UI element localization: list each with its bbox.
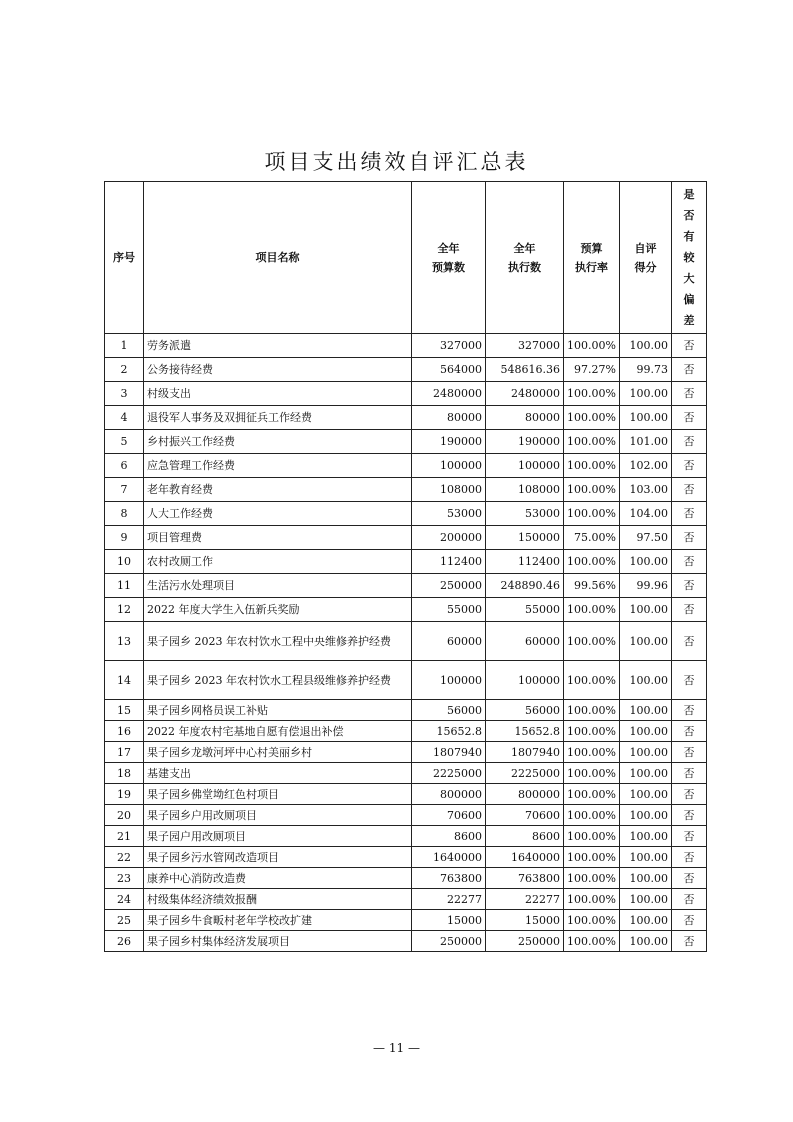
cell-score: 97.50 [620, 526, 672, 550]
cell-name: 果子园乡村集体经济发展项目 [144, 931, 412, 952]
cell-budget: 55000 [412, 598, 486, 622]
cell-seq: 14 [105, 661, 144, 700]
cell-seq: 18 [105, 763, 144, 784]
cell-score: 99.73 [620, 358, 672, 382]
cell-exec: 800000 [486, 784, 564, 805]
cell-name: 应急管理工作经费 [144, 454, 412, 478]
cell-rate: 100.00% [564, 550, 620, 574]
cell-name: 果子园乡污水管网改造项目 [144, 847, 412, 868]
cell-rate: 100.00% [564, 622, 620, 661]
cell-name: 果子园户用改厕项目 [144, 826, 412, 847]
header-exec [486, 182, 564, 334]
cell-rate: 100.00% [564, 382, 620, 406]
cell-deviation: 否 [672, 931, 707, 952]
cell-budget: 70600 [412, 805, 486, 826]
cell-name: 村级支出 [144, 382, 412, 406]
cell-deviation: 否 [672, 721, 707, 742]
table-row [105, 868, 707, 889]
cell-score: 100.00 [620, 700, 672, 721]
cell-budget: 53000 [412, 502, 486, 526]
cell-score: 101.00 [620, 430, 672, 454]
cell-budget: 112400 [412, 550, 486, 574]
cell-score: 100.00 [620, 382, 672, 406]
cell-name: 2022 年度农村宅基地自愿有偿退出补偿 [144, 721, 412, 742]
cell-deviation: 否 [672, 763, 707, 784]
cell-deviation: 否 [672, 502, 707, 526]
cell-seq: 24 [105, 889, 144, 910]
page-title: 项目支出绩效自评汇总表 [264, 150, 529, 174]
cell-exec: 248890.46 [486, 574, 564, 598]
cell-name: 果子园乡牛食畈村老年学校改扩建 [144, 910, 412, 931]
cell-seq: 17 [105, 742, 144, 763]
cell-exec: 60000 [486, 622, 564, 661]
cell-rate: 75.00% [564, 526, 620, 550]
cell-seq: 16 [105, 721, 144, 742]
cell-budget: 100000 [412, 661, 486, 700]
cell-name: 基建支出 [144, 763, 412, 784]
cell-exec: 55000 [486, 598, 564, 622]
table-row [105, 622, 707, 661]
cell-budget: 15652.8 [412, 721, 486, 742]
cell-seq: 3 [105, 382, 144, 406]
header-name: 项目名称 [144, 182, 412, 334]
cell-name: 人大工作经费 [144, 502, 412, 526]
table-row [105, 721, 707, 742]
cell-name: 劳务派遣 [144, 334, 412, 358]
table-row [105, 406, 707, 430]
table-row [105, 847, 707, 868]
cell-deviation: 否 [672, 430, 707, 454]
cell-deviation: 否 [672, 574, 707, 598]
cell-score: 100.00 [620, 784, 672, 805]
cell-exec: 1640000 [486, 847, 564, 868]
cell-rate: 100.00% [564, 805, 620, 826]
cell-score: 100.00 [620, 889, 672, 910]
table-row [105, 478, 707, 502]
cell-rate: 100.00% [564, 502, 620, 526]
table-row [105, 805, 707, 826]
cell-seq: 19 [105, 784, 144, 805]
header-deviation [672, 182, 707, 334]
cell-rate: 100.00% [564, 478, 620, 502]
cell-rate: 100.00% [564, 454, 620, 478]
header-rate [564, 182, 620, 334]
cell-score: 100.00 [620, 406, 672, 430]
cell-seq: 12 [105, 598, 144, 622]
cell-seq: 5 [105, 430, 144, 454]
cell-name: 农村改厕工作 [144, 550, 412, 574]
cell-exec: 108000 [486, 478, 564, 502]
header-deviation-char: 否 [683, 209, 695, 222]
cell-rate: 100.00% [564, 826, 620, 847]
cell-rate: 100.00% [564, 721, 620, 742]
cell-seq: 26 [105, 931, 144, 952]
table-row [105, 334, 707, 358]
table-row [105, 430, 707, 454]
cell-name: 2022 年度大学生入伍新兵奖励 [144, 598, 412, 622]
cell-deviation: 否 [672, 406, 707, 430]
cell-exec: 2480000 [486, 382, 564, 406]
cell-rate: 100.00% [564, 847, 620, 868]
cell-name: 果子园乡 2023 年农村饮水工程县级维修养护经费 [144, 661, 412, 700]
cell-deviation: 否 [672, 847, 707, 868]
cell-exec: 250000 [486, 931, 564, 952]
cell-rate: 100.00% [564, 700, 620, 721]
cell-budget: 327000 [412, 334, 486, 358]
cell-exec: 15000 [486, 910, 564, 931]
cell-score: 100.00 [620, 742, 672, 763]
cell-exec: 150000 [486, 526, 564, 550]
cell-budget: 15000 [412, 910, 486, 931]
header-exec-line1: 全年 [513, 241, 536, 255]
cell-exec: 70600 [486, 805, 564, 826]
cell-seq: 13 [105, 622, 144, 661]
cell-exec: 1807940 [486, 742, 564, 763]
cell-exec: 327000 [486, 334, 564, 358]
table-row [105, 382, 707, 406]
cell-score: 100.00 [620, 550, 672, 574]
cell-name: 项目管理费 [144, 526, 412, 550]
cell-seq: 11 [105, 574, 144, 598]
table-row [105, 763, 707, 784]
cell-name: 乡村振兴工作经费 [144, 430, 412, 454]
table-row [105, 358, 707, 382]
cell-seq: 2 [105, 358, 144, 382]
table-header-row [105, 182, 707, 334]
table-row [105, 502, 707, 526]
cell-budget: 564000 [412, 358, 486, 382]
table-row [105, 931, 707, 952]
header-deviation-char: 偏 [683, 293, 695, 306]
cell-name: 果子园乡 2023 年农村饮水工程中央维修养护经费 [144, 622, 412, 661]
cell-rate: 100.00% [564, 910, 620, 931]
cell-budget: 250000 [412, 931, 486, 952]
cell-budget: 190000 [412, 430, 486, 454]
cell-budget: 100000 [412, 454, 486, 478]
cell-name: 村级集体经济绩效报酬 [144, 889, 412, 910]
cell-score: 100.00 [620, 910, 672, 931]
cell-score: 100.00 [620, 334, 672, 358]
cell-rate: 100.00% [564, 868, 620, 889]
header-deviation-char: 有 [683, 230, 695, 243]
cell-rate: 100.00% [564, 406, 620, 430]
cell-rate: 97.27% [564, 358, 620, 382]
cell-score: 100.00 [620, 931, 672, 952]
cell-name: 生活污水处理项目 [144, 574, 412, 598]
cell-score: 100.00 [620, 661, 672, 700]
cell-seq: 1 [105, 334, 144, 358]
cell-deviation: 否 [672, 889, 707, 910]
cell-budget: 56000 [412, 700, 486, 721]
table-body [105, 334, 707, 952]
cell-exec: 8600 [486, 826, 564, 847]
cell-deviation: 否 [672, 598, 707, 622]
cell-deviation: 否 [672, 526, 707, 550]
header-deviation-char: 大 [683, 272, 695, 285]
cell-exec: 2225000 [486, 763, 564, 784]
cell-deviation: 否 [672, 910, 707, 931]
cell-deviation: 否 [672, 805, 707, 826]
cell-seq: 4 [105, 406, 144, 430]
cell-name: 果子园乡佛堂坳红色村项目 [144, 784, 412, 805]
cell-budget: 1640000 [412, 847, 486, 868]
cell-exec: 80000 [486, 406, 564, 430]
table-row [105, 742, 707, 763]
cell-seq: 22 [105, 847, 144, 868]
cell-exec: 100000 [486, 661, 564, 700]
cell-rate: 100.00% [564, 889, 620, 910]
cell-budget: 2480000 [412, 382, 486, 406]
header-rate-line2: 执行率 [575, 260, 608, 274]
cell-exec: 56000 [486, 700, 564, 721]
performance-summary-table [104, 181, 707, 952]
cell-name: 康养中心消防改造费 [144, 868, 412, 889]
cell-deviation: 否 [672, 622, 707, 661]
cell-score: 103.00 [620, 478, 672, 502]
cell-deviation: 否 [672, 826, 707, 847]
header-score-line2: 得分 [634, 260, 657, 274]
cell-rate: 100.00% [564, 598, 620, 622]
table-row [105, 550, 707, 574]
cell-score: 100.00 [620, 763, 672, 784]
table-row [105, 574, 707, 598]
cell-seq: 6 [105, 454, 144, 478]
header-budget-line2: 预算数 [432, 260, 465, 274]
cell-budget: 800000 [412, 784, 486, 805]
cell-deviation: 否 [672, 334, 707, 358]
cell-deviation: 否 [672, 358, 707, 382]
cell-deviation: 否 [672, 550, 707, 574]
cell-rate: 99.56% [564, 574, 620, 598]
page-number: — 11 — [373, 1041, 420, 1055]
cell-seq: 15 [105, 700, 144, 721]
cell-budget: 80000 [412, 406, 486, 430]
header-seq: 序号 [105, 182, 144, 334]
table-row [105, 661, 707, 700]
cell-seq: 7 [105, 478, 144, 502]
cell-seq: 20 [105, 805, 144, 826]
cell-seq: 23 [105, 868, 144, 889]
cell-rate: 100.00% [564, 931, 620, 952]
cell-seq: 21 [105, 826, 144, 847]
cell-name: 果子园乡龙墩河坪中心村美丽乡村 [144, 742, 412, 763]
table-row [105, 700, 707, 721]
table-row [105, 526, 707, 550]
cell-name: 老年教育经费 [144, 478, 412, 502]
cell-budget: 2225000 [412, 763, 486, 784]
header-budget [412, 182, 486, 334]
table-row [105, 784, 707, 805]
table-row [105, 454, 707, 478]
cell-deviation: 否 [672, 784, 707, 805]
cell-score: 100.00 [620, 847, 672, 868]
cell-score: 99.96 [620, 574, 672, 598]
cell-deviation: 否 [672, 382, 707, 406]
cell-rate: 100.00% [564, 661, 620, 700]
cell-budget: 108000 [412, 478, 486, 502]
cell-name: 果子园乡网格员误工补贴 [144, 700, 412, 721]
cell-exec: 112400 [486, 550, 564, 574]
cell-rate: 100.00% [564, 784, 620, 805]
cell-budget: 22277 [412, 889, 486, 910]
cell-deviation: 否 [672, 742, 707, 763]
cell-exec: 53000 [486, 502, 564, 526]
cell-budget: 763800 [412, 868, 486, 889]
header-deviation-char: 差 [683, 314, 695, 327]
cell-budget: 1807940 [412, 742, 486, 763]
cell-score: 100.00 [620, 805, 672, 826]
header-exec-line2: 执行数 [508, 260, 541, 274]
cell-budget: 250000 [412, 574, 486, 598]
cell-exec: 22277 [486, 889, 564, 910]
cell-score: 104.00 [620, 502, 672, 526]
cell-deviation: 否 [672, 700, 707, 721]
cell-score: 100.00 [620, 622, 672, 661]
cell-budget: 200000 [412, 526, 486, 550]
cell-seq: 9 [105, 526, 144, 550]
cell-exec: 548616.36 [486, 358, 564, 382]
cell-score: 100.00 [620, 868, 672, 889]
cell-score: 100.00 [620, 598, 672, 622]
cell-seq: 10 [105, 550, 144, 574]
header-rate-line1: 预算 [580, 241, 603, 255]
cell-exec: 763800 [486, 868, 564, 889]
cell-rate: 100.00% [564, 430, 620, 454]
header-score-line1: 自评 [634, 241, 657, 255]
cell-score: 100.00 [620, 721, 672, 742]
cell-deviation: 否 [672, 478, 707, 502]
cell-name: 果子园乡户用改厕项目 [144, 805, 412, 826]
cell-deviation: 否 [672, 868, 707, 889]
cell-deviation: 否 [672, 661, 707, 700]
header-deviation-char: 较 [683, 251, 695, 264]
cell-name: 退役军人事务及双拥征兵工作经费 [144, 406, 412, 430]
cell-name: 公务接待经费 [144, 358, 412, 382]
header-budget-line1: 全年 [437, 241, 460, 255]
table-row [105, 889, 707, 910]
cell-seq: 8 [105, 502, 144, 526]
header-score [620, 182, 672, 334]
table-row [105, 826, 707, 847]
cell-rate: 100.00% [564, 763, 620, 784]
cell-score: 100.00 [620, 826, 672, 847]
cell-exec: 100000 [486, 454, 564, 478]
cell-score: 102.00 [620, 454, 672, 478]
header-deviation-char: 是 [683, 188, 695, 201]
cell-rate: 100.00% [564, 742, 620, 763]
table-row [105, 910, 707, 931]
cell-deviation: 否 [672, 454, 707, 478]
cell-budget: 60000 [412, 622, 486, 661]
cell-exec: 190000 [486, 430, 564, 454]
cell-budget: 8600 [412, 826, 486, 847]
table-row [105, 598, 707, 622]
cell-exec: 15652.8 [486, 721, 564, 742]
cell-rate: 100.00% [564, 334, 620, 358]
cell-seq: 25 [105, 910, 144, 931]
